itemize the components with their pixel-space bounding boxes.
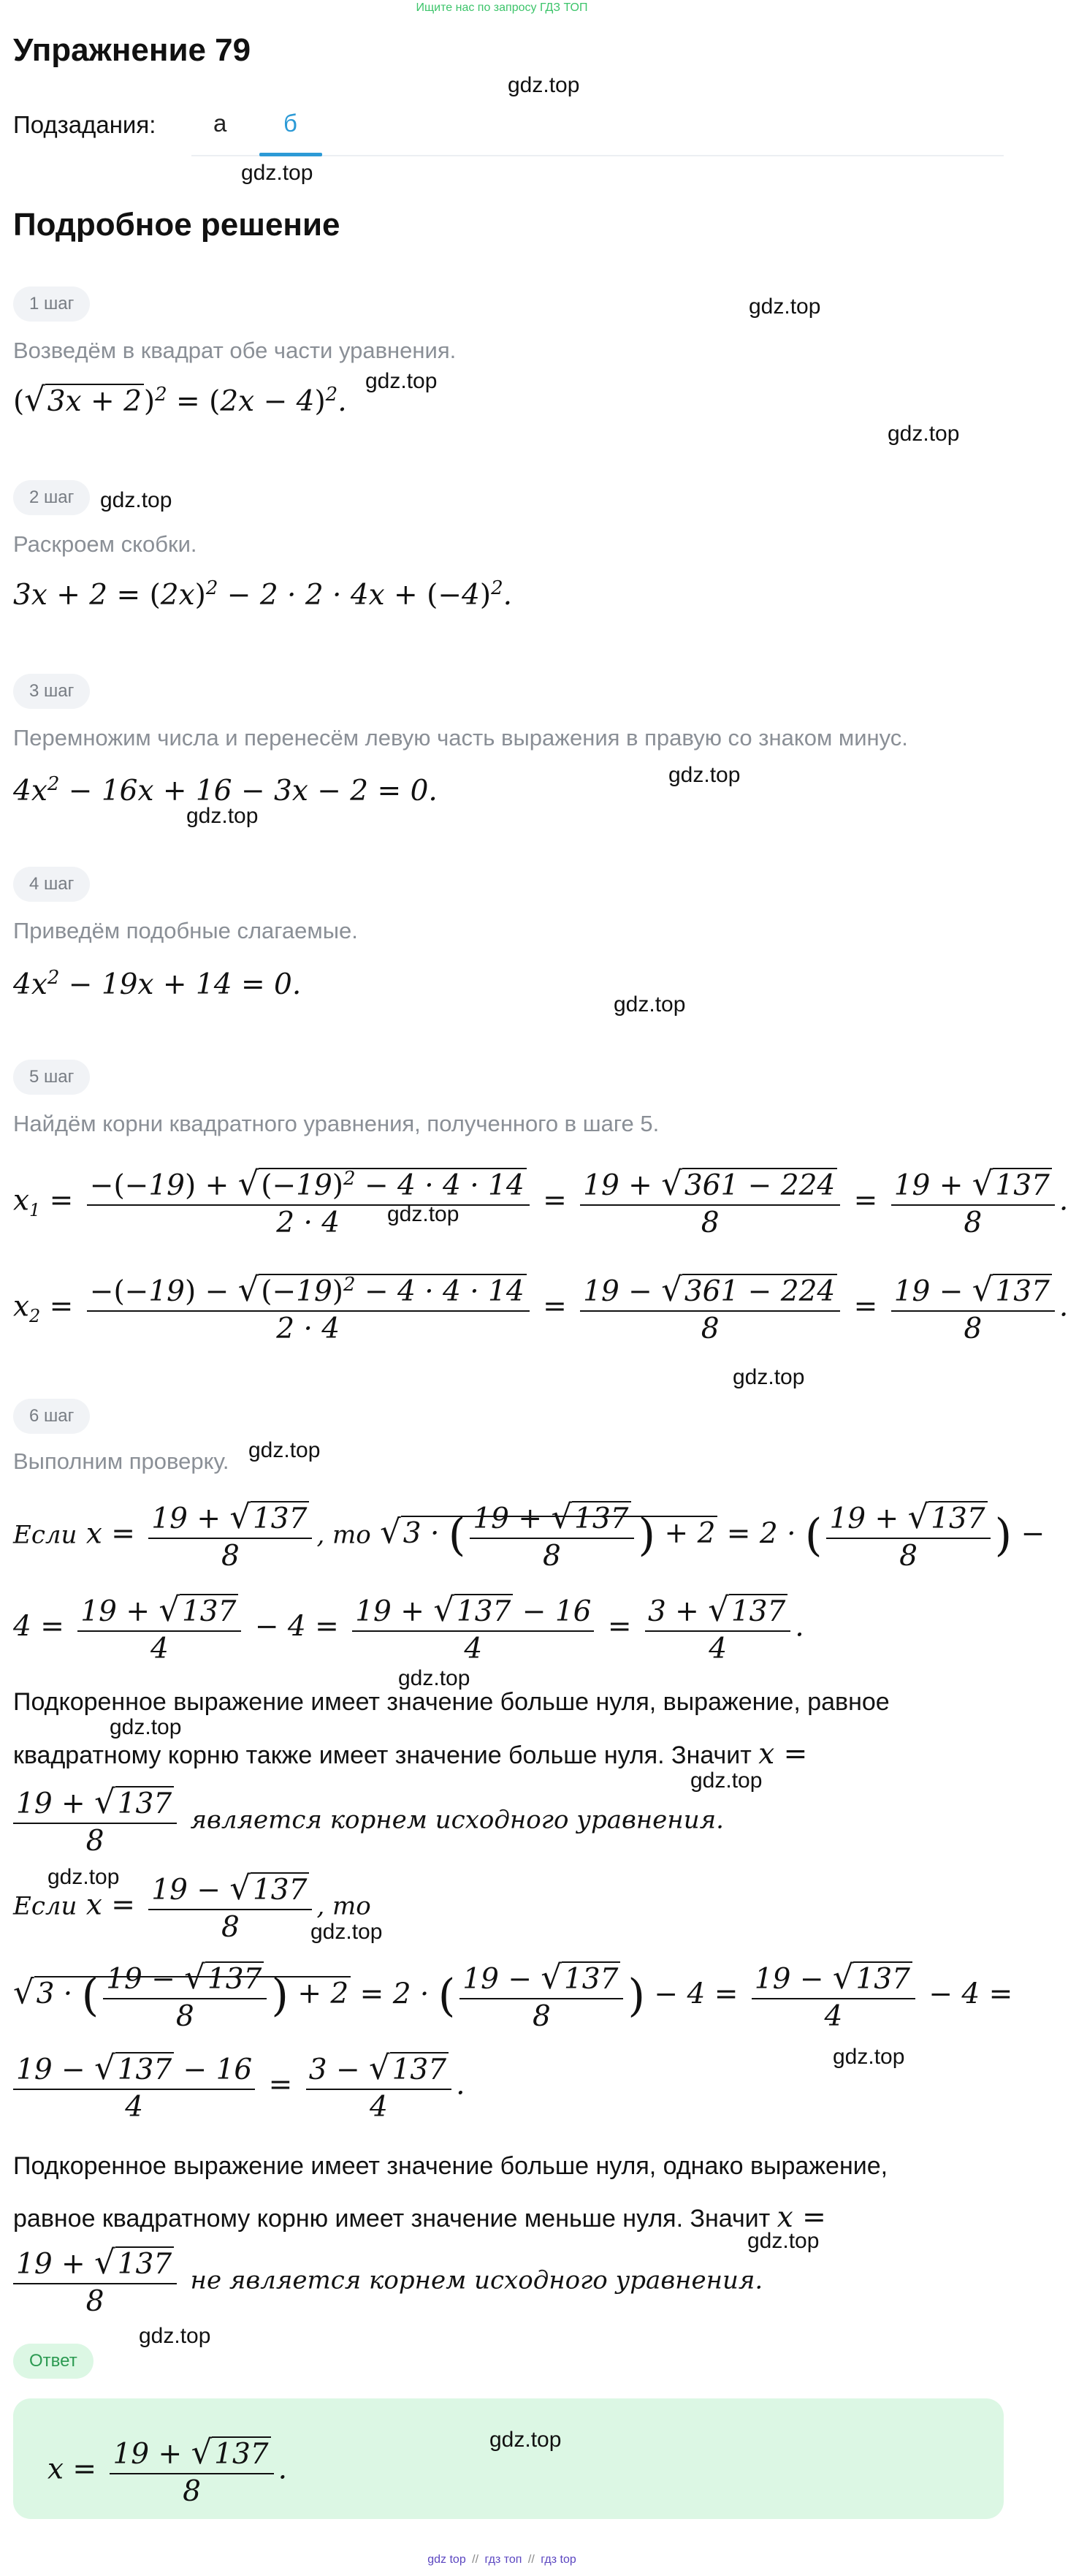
check-2-line-1: Если x = $\frac{19 - √137}{8}$ , то: [13, 1869, 371, 1945]
watermark: gdz.top: [248, 1438, 321, 1462]
check-2-conclusion-line-3: $\frac{19 + √137}{8}$ не является корнем исходного уравнения.: [13, 2242, 763, 2320]
footer-link[interactable]: гдз top: [541, 2553, 576, 2566]
watermark: gdz.top: [489, 2428, 562, 2452]
watermark: gdz.top: [614, 992, 686, 1017]
footer-separator: //: [472, 2553, 479, 2566]
step-2-caption: Раскроем скобки.: [13, 531, 197, 557]
step-4-badge: 4 шаг: [13, 867, 90, 902]
footer-links: [0, 2553, 1004, 2566]
active-tab-indicator: [259, 153, 322, 156]
step-4-caption: Приведём подобные слагаемые.: [13, 918, 358, 943]
check-2-line-2: √3 · ( $\frac{19 - √137}{8}$ ) + 2 = 2 · ( $\frac{19 - √137}{8}$ ) − 4 = $\frac{19 - √137}{4}$ − 4 =: [13, 1958, 1013, 2034]
check-1-conclusion-line-1: Подкоренное выражение имеет значение больше нуля, выражение, равное: [13, 1688, 890, 1716]
check-1-conclusion-line-2: квадратному корню также имеет значение больше нуля. Значит x =: [13, 1738, 808, 1771]
footer-separator: //: [527, 2553, 535, 2566]
watermark: gdz.top: [833, 2045, 905, 2069]
answer-badge: Ответ: [13, 2344, 94, 2379]
step-3-equation: $4x^2 - 16x + 16 - 3x - 2 = 0$.: [13, 773, 438, 808]
subtask-tab-a[interactable]: а: [213, 110, 227, 137]
step-5-caption: Найдём корни квадратного уравнения, полученного в шаге 5.: [13, 1111, 660, 1136]
watermark: gdz.top: [139, 2324, 211, 2348]
check-then-word: , то: [316, 1891, 371, 1921]
check-1-line-1: Если x = $\frac{19 + √137}{8}$ , то √3 · ( $\frac{19 + √137}{8}$ ) + 2 = 2 · ( $\frac{19 + √137}{8}$ ) −: [13, 1497, 1045, 1573]
step-3-badge: 3 шаг: [13, 674, 90, 709]
watermark: gdz.top: [888, 422, 960, 446]
watermark: gdz.top: [365, 369, 438, 393]
check-2-conclusion-line-1: Подкоренное выражение имеет значение больше нуля, однако выражение,: [13, 2152, 888, 2180]
watermark: gdz.top: [110, 1715, 182, 1739]
watermark: gdz.top: [733, 1365, 805, 1389]
watermark: gdz.top: [690, 1768, 763, 1793]
check-1-conclusion-text: квадратному корню также имеет значение больше нуля. Значит: [13, 1741, 752, 1769]
step-3-caption: Перемножим числа и перенесём левую часть выражения в правую со знаком минус.: [13, 725, 908, 751]
subtask-tab-b[interactable]: б: [283, 110, 297, 137]
watermark: gdz.top: [47, 1865, 120, 1889]
check-2-conclusion-end: не является корнем исходного уравнения.: [190, 2265, 763, 2295]
watermark: gdz.top: [749, 295, 821, 319]
watermark: gdz.top: [310, 1920, 383, 1944]
subtasks-label: Подзадания:: [13, 111, 156, 138]
footer-link[interactable]: gdz top: [427, 2553, 466, 2566]
step-5-root-x1: $x_1$ = $\frac{-(-19) + √(-19)^2 - 4 \cdot 4 \cdot 14}{2 \cdot 4}$ = $\frac{19 + √361 - 224}{8}$ = $\frac{19 + √137}{8}$ .: [13, 1164, 1068, 1240]
check-2-line-3: $\frac{19 - √137 - 16}{4}$ = $\frac{3 - √137}{4}$ .: [13, 2048, 465, 2126]
step-4-equation: $4x^2 - 19x + 14 = 0$.: [13, 967, 302, 1001]
check-2-conclusion-text: равное квадратному корню имеет значение меньше нуля. Значит: [13, 2205, 771, 2233]
step-6-caption: Выполним проверку.: [13, 1448, 229, 1474]
step-1-equation: $(√3x + 2)^2 = (2x - 4)^2$.: [13, 380, 347, 419]
watermark: gdz.top: [100, 488, 172, 512]
check-if-word: Если: [13, 1891, 77, 1921]
check-then-word: , то: [316, 1520, 371, 1550]
check-1-line-2: 4 = $\frac{19 + √137}{4}$ − 4 = $\frac{19 + √137 - 16}{4}$ = $\frac{3 + √137}{4}$ .: [13, 1590, 804, 1666]
step-6-badge: 6 шаг: [13, 1399, 90, 1434]
step-1-caption: Возведём в квадрат обе части уравнения.: [13, 338, 457, 363]
footer-link[interactable]: гдз топ: [484, 2553, 522, 2566]
watermark: gdz.top: [398, 1666, 470, 1690]
watermark: gdz.top: [186, 804, 259, 828]
step-2-equation: $3x + 2 = (2x)^2 - 2 \cdot 2 \cdot 4x + (-4)^2$.: [13, 577, 513, 612]
check-1-conclusion-end: является корнем исходного уравнения.: [190, 1805, 724, 1835]
step-5-badge: 5 шаг: [13, 1060, 90, 1095]
watermark: gdz.top: [508, 73, 580, 97]
check-1-conclusion-line-3: $\frac{19 + √137}{8}$ является корнем исходного уравнения.: [13, 1782, 724, 1860]
top-search-note: Ищите нас по запросу ГДЗ ТОП: [416, 1, 588, 14]
step-2-badge: 2 шаг: [13, 480, 90, 515]
solution-title: Подробное решение: [13, 207, 340, 243]
answer-formula: x = $\frac{19 + √137}{8}$ .: [47, 2433, 288, 2509]
watermark: gdz.top: [241, 161, 313, 185]
watermark: gdz.top: [668, 763, 741, 787]
step-5-root-x2: $x_2$ = $\frac{-(-19) - √(-19)^2 - 4 \cdot 4 \cdot 14}{2 \cdot 4}$ = $\frac{19 - √361 - 224}{8}$ = $\frac{19 - √137}{8}$ .: [13, 1270, 1068, 1346]
check-2-conclusion-line-2: равное квадратному корню имеет значение меньше нуля. Значит x =: [13, 2201, 826, 2234]
watermark: gdz.top: [747, 2229, 820, 2253]
watermark: gdz.top: [387, 1202, 459, 1226]
check-if-word: Если: [13, 1520, 77, 1550]
step-1-badge: 1 шаг: [13, 286, 90, 322]
page-title: Упражнение 79: [13, 32, 251, 68]
